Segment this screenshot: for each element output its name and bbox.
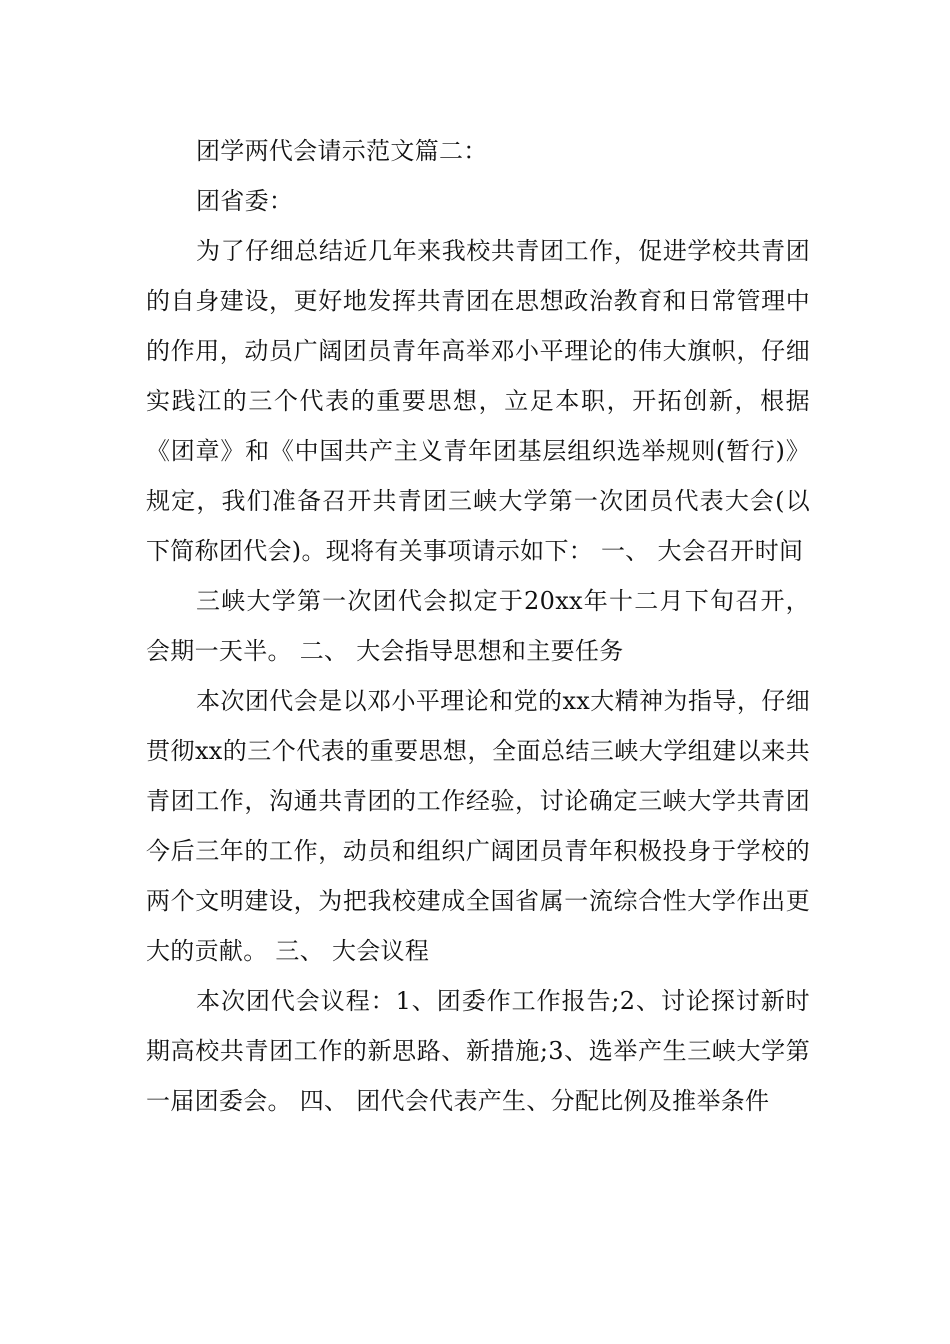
document-body bbox=[146, 126, 810, 1126]
salutation: 团省委： bbox=[196, 187, 294, 215]
paragraph-meeting-time: 三峡大学第一次团代会拟定于20xx年十二月下旬召开，会期一天半。 二、 大会指导思想和主要任务 bbox=[146, 587, 810, 665]
paragraph-agenda: 本次团代会议程：1、团委作工作报告;2、讨论探讨新时期高校共青团工作的新思路、新措施;3、选举产生三峡大学第一届团委会。 四、 团代会代表产生、分配比例及推举条件 bbox=[146, 987, 810, 1115]
paragraph-intro: 为了仔细总结近几年来我校共青团工作，促进学校共青团的自身建设，更好地发挥共青团在思想政治教育和日常管理中的作用，动员广阔团员青年高举邓小平理论的伟大旗帜，仔细实践江的三个代表的重要思想，立足本职，开拓创新，根据《团章》和《中国共产主义青年团基层组织选举规则(暂行)》规定，我们准备召开共青团三峡大学第一次团员代表大会(以下简称团代会)。现将有关事项请示如下： 一、 大会召开时间 bbox=[146, 237, 810, 565]
paragraph-guiding-ideology: 本次团代会是以邓小平理论和党的xx大精神为指导，仔细贯彻xx的三个代表的重要思想，全面总结三峡大学组建以来共青团工作，沟通共青团的工作经验，讨论确定三峡大学共青团今后三年的工作，动员和组织广阔团员青年积极投身于学校的两个文明建设，为把我校建成全国省属一流综合性大学作出更大的贡献。 三、 大会议程 bbox=[146, 687, 810, 965]
document-heading: 团学两代会请示范文篇二： bbox=[196, 137, 488, 165]
